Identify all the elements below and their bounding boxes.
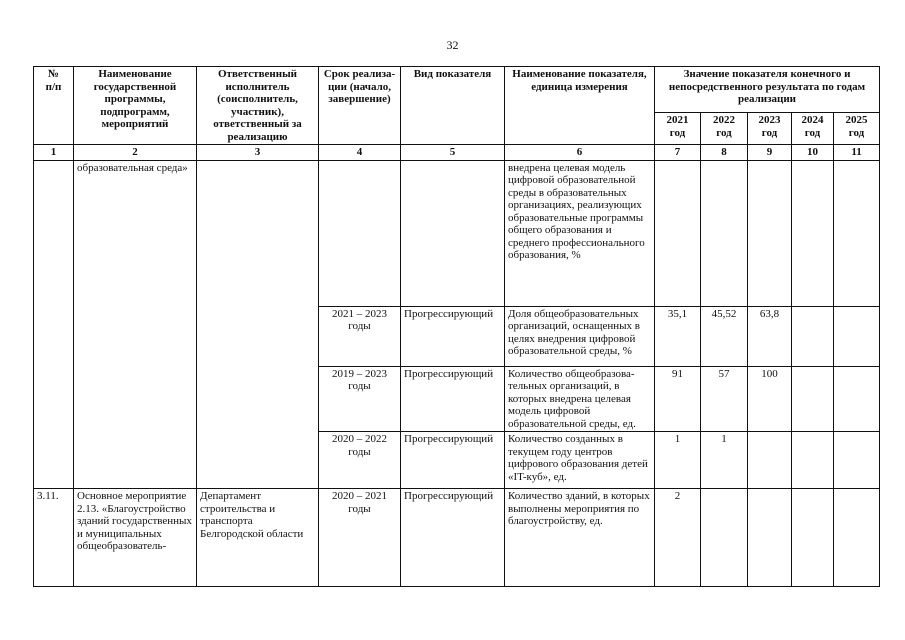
cell-value-2021: 2 (655, 489, 701, 587)
page-number: 32 (446, 38, 459, 52)
cell-indicator: Количество зданий, в которых выполнены мероприятия по благоустройству, ед. (505, 489, 655, 587)
column-number: 4 (319, 145, 401, 161)
cell-type: Прогрессирующий (401, 489, 505, 587)
column-number: 10 (792, 145, 834, 161)
program-table (33, 66, 880, 587)
cell-value-2022: 57 (701, 366, 748, 432)
cell-num: 3.11. (34, 489, 74, 587)
header-indicator-name: Наименование показателя, единица измерения (505, 67, 655, 145)
cell-term (319, 160, 401, 306)
column-number: 7 (655, 145, 701, 161)
column-number: 1 (34, 145, 74, 161)
cell-type: Прогрессирующий (401, 366, 505, 432)
cell-value-2024 (792, 366, 834, 432)
cell-value-2025 (834, 366, 880, 432)
cell-value-2023 (748, 489, 792, 587)
header-row (34, 67, 880, 113)
cell-value-2024 (792, 489, 834, 587)
header-year: 2024 год (792, 113, 834, 145)
header-num: № п/п (34, 67, 74, 145)
column-number: 5 (401, 145, 505, 161)
header-values-group: Значение показателя конечного и непосредственного результата по годам реализации (655, 67, 880, 113)
cell-term: 2020 – 2021 годы (319, 489, 401, 587)
cell-value-2023 (748, 160, 792, 306)
cell-type (401, 160, 505, 306)
cell-value-2024 (792, 306, 834, 366)
cell-value-2022 (701, 160, 748, 306)
cell-indicator: Доля общеобразовательных организаций, оснащенных в целях внедрения цифровой образовательной среды, % (505, 306, 655, 366)
column-number: 2 (74, 145, 197, 161)
cell-term: 2021 – 2023 годы (319, 306, 401, 366)
cell-term: 2019 – 2023 годы (319, 366, 401, 432)
cell-value-2023: 63,8 (748, 306, 792, 366)
column-number: 3 (197, 145, 319, 161)
header-indicator-type: Вид показателя (401, 67, 505, 145)
cell-indicator: Количество общеобразова-тельных организаций, в которых внедрена целевая модель цифровой образовательной среды, ед. (505, 366, 655, 432)
cell-value-2024 (792, 432, 834, 489)
cell-name: Основное мероприятие 2.13. «Благоустройство зданий государственных и муниципальных общеобразователь- (74, 489, 197, 587)
column-number: 11 (834, 145, 880, 161)
cell-value-2022 (701, 489, 748, 587)
header-year: 2023 год (748, 113, 792, 145)
cell-value-2023: 100 (748, 366, 792, 432)
header-year: 2025 год (834, 113, 880, 145)
cell-value-2025 (834, 489, 880, 587)
header-year: 2021 год (655, 113, 701, 145)
cell-value-2021: 91 (655, 366, 701, 432)
column-number: 6 (505, 145, 655, 161)
cell-value-2021: 1 (655, 432, 701, 489)
header-year: 2022 год (701, 113, 748, 145)
cell-executor: Департамент строительства и транспорта Белгородской области (197, 489, 319, 587)
table-row (34, 160, 880, 306)
cell-executor (197, 160, 319, 489)
table-row (34, 489, 880, 587)
cell-value-2025 (834, 306, 880, 366)
cell-indicator: внедрена целевая модель цифровой образовательной среды в образовательных организациях, реализующих образовательные программы общего образования и среднего профессионального образования, % (505, 160, 655, 306)
cell-value-2022: 45,52 (701, 306, 748, 366)
cell-value-2021: 35,1 (655, 306, 701, 366)
cell-value-2025 (834, 432, 880, 489)
cell-type: Прогрессирующий (401, 432, 505, 489)
column-number-row (34, 145, 880, 161)
column-number: 8 (701, 145, 748, 161)
cell-value-2023 (748, 432, 792, 489)
cell-name: образовательная среда» (74, 160, 197, 489)
header-executor: Ответственный исполнитель (соисполнитель, участник), ответственный за реализацию (197, 67, 319, 145)
cell-value-2024 (792, 160, 834, 306)
cell-type: Прогрессирующий (401, 306, 505, 366)
cell-value-2021 (655, 160, 701, 306)
cell-value-2022: 1 (701, 432, 748, 489)
cell-term: 2020 – 2022 годы (319, 432, 401, 489)
header-name: Наименование государственной программы, подпрограмм, мероприятий (74, 67, 197, 145)
cell-num (34, 160, 74, 489)
header-term: Срок реализа-ции (начало, завершение) (319, 67, 401, 145)
cell-value-2025 (834, 160, 880, 306)
cell-indicator: Количество созданных в текущем году центров цифрового образования детей «IT-куб», ед. (505, 432, 655, 489)
column-number: 9 (748, 145, 792, 161)
